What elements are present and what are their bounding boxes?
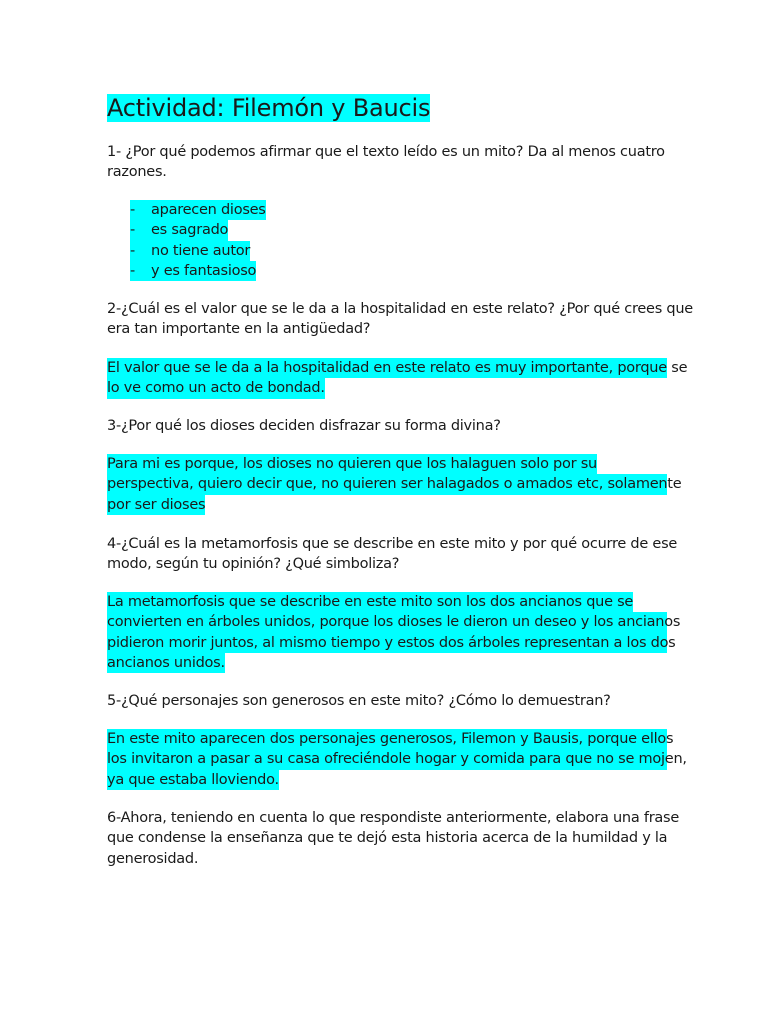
answer-4-line: convierten en árboles unidos, porque los dioses le dieron un deseo y los ancianos xyxy=(107,612,667,632)
question-1 xyxy=(107,142,667,183)
question-1-line: 1- ¿Por qué podemos afirmar que el texto leído es un mito? Da al menos cuatro xyxy=(107,144,665,160)
answer-4-line: La metamorfosis que se describe en este mito son los dos ancianos que se xyxy=(107,592,633,612)
question-6-line: 6-Ahora, teniendo en cuenta lo que respondiste anteriormente, elabora una frase xyxy=(107,810,680,826)
list-item xyxy=(130,220,228,240)
answer-5 xyxy=(107,729,687,790)
list-item xyxy=(130,200,266,220)
question-4 xyxy=(107,534,678,575)
question-5-line: 5-¿Qué personajes son generosos en este mito? ¿Cómo lo demuestran? xyxy=(107,693,611,709)
answer-3-line: perspectiva, quiero decir que, no quieren ser halagados o amados etc, solamente xyxy=(107,474,667,494)
answer-2-line: El valor que se le da a la hospitalidad en este relato es muy importante, porque se xyxy=(107,358,667,378)
question-1-line: razones. xyxy=(107,164,167,181)
answer-4-line: ancianos unidos. xyxy=(107,653,225,673)
answer-2 xyxy=(107,358,688,399)
question-6-line: generosidad. xyxy=(107,850,199,867)
question-4-line: 4-¿Cuál es la metamorfosis que se describe en este mito y por qué ocurre de ese xyxy=(107,536,678,552)
question-6 xyxy=(107,808,680,869)
answer-5-line: los invitaron a pasar a su casa ofreciéndole hogar y comida para que no se mojen, xyxy=(107,749,667,769)
question-6-line: que condense la enseñanza que te dejó esta historia acerca de la humildad y la xyxy=(107,830,668,847)
list-bullet: - xyxy=(130,262,135,279)
list-bullet: - xyxy=(130,202,135,218)
answer-4-line: pidieron morir juntos, al mismo tiempo y estos dos árboles representan a los dos xyxy=(107,633,667,653)
question-4-line: modo, según tu opinión? ¿Qué simboliza? xyxy=(107,556,400,573)
question-3-line: 3-¿Por qué los dioses deciden disfrazar su forma divina? xyxy=(107,418,501,434)
list-item xyxy=(130,241,250,261)
question-3 xyxy=(107,416,667,436)
question-1-answer-list xyxy=(130,200,266,281)
answer-3-line: por ser dioses xyxy=(107,495,205,515)
list-bullet: - xyxy=(130,242,135,259)
question-2 xyxy=(107,299,693,340)
list-bullet: - xyxy=(130,222,135,239)
answer-5-line: ya que estaba lloviendo. xyxy=(107,770,279,790)
answer-4 xyxy=(107,592,681,673)
list-item-text: y es fantasioso xyxy=(151,262,257,279)
title-text: Actividad: Filemón y Baucis xyxy=(107,94,431,122)
list-item-text: no tiene autor xyxy=(151,242,251,259)
answer-3-line: Para mi es porque, los dioses no quieren que los halaguen solo por su xyxy=(107,454,597,474)
answer-2-line: lo ve como un acto de bondad. xyxy=(107,378,325,398)
answer-5-line: En este mito aparecen dos personajes generosos, Filemon y Bausis, porque ellos xyxy=(107,729,667,749)
question-2-line: era tan importante en la antigüedad? xyxy=(107,321,371,338)
answer-3 xyxy=(107,454,682,515)
question-2-line: 2-¿Cuál es el valor que se le da a la hospitalidad en este relato? ¿Por qué crees que xyxy=(107,301,693,317)
list-item xyxy=(130,261,256,281)
list-item-text: es sagrado xyxy=(151,222,229,239)
document-title xyxy=(107,92,430,124)
list-item-text: aparecen dioses xyxy=(151,202,266,218)
question-5 xyxy=(107,691,667,711)
